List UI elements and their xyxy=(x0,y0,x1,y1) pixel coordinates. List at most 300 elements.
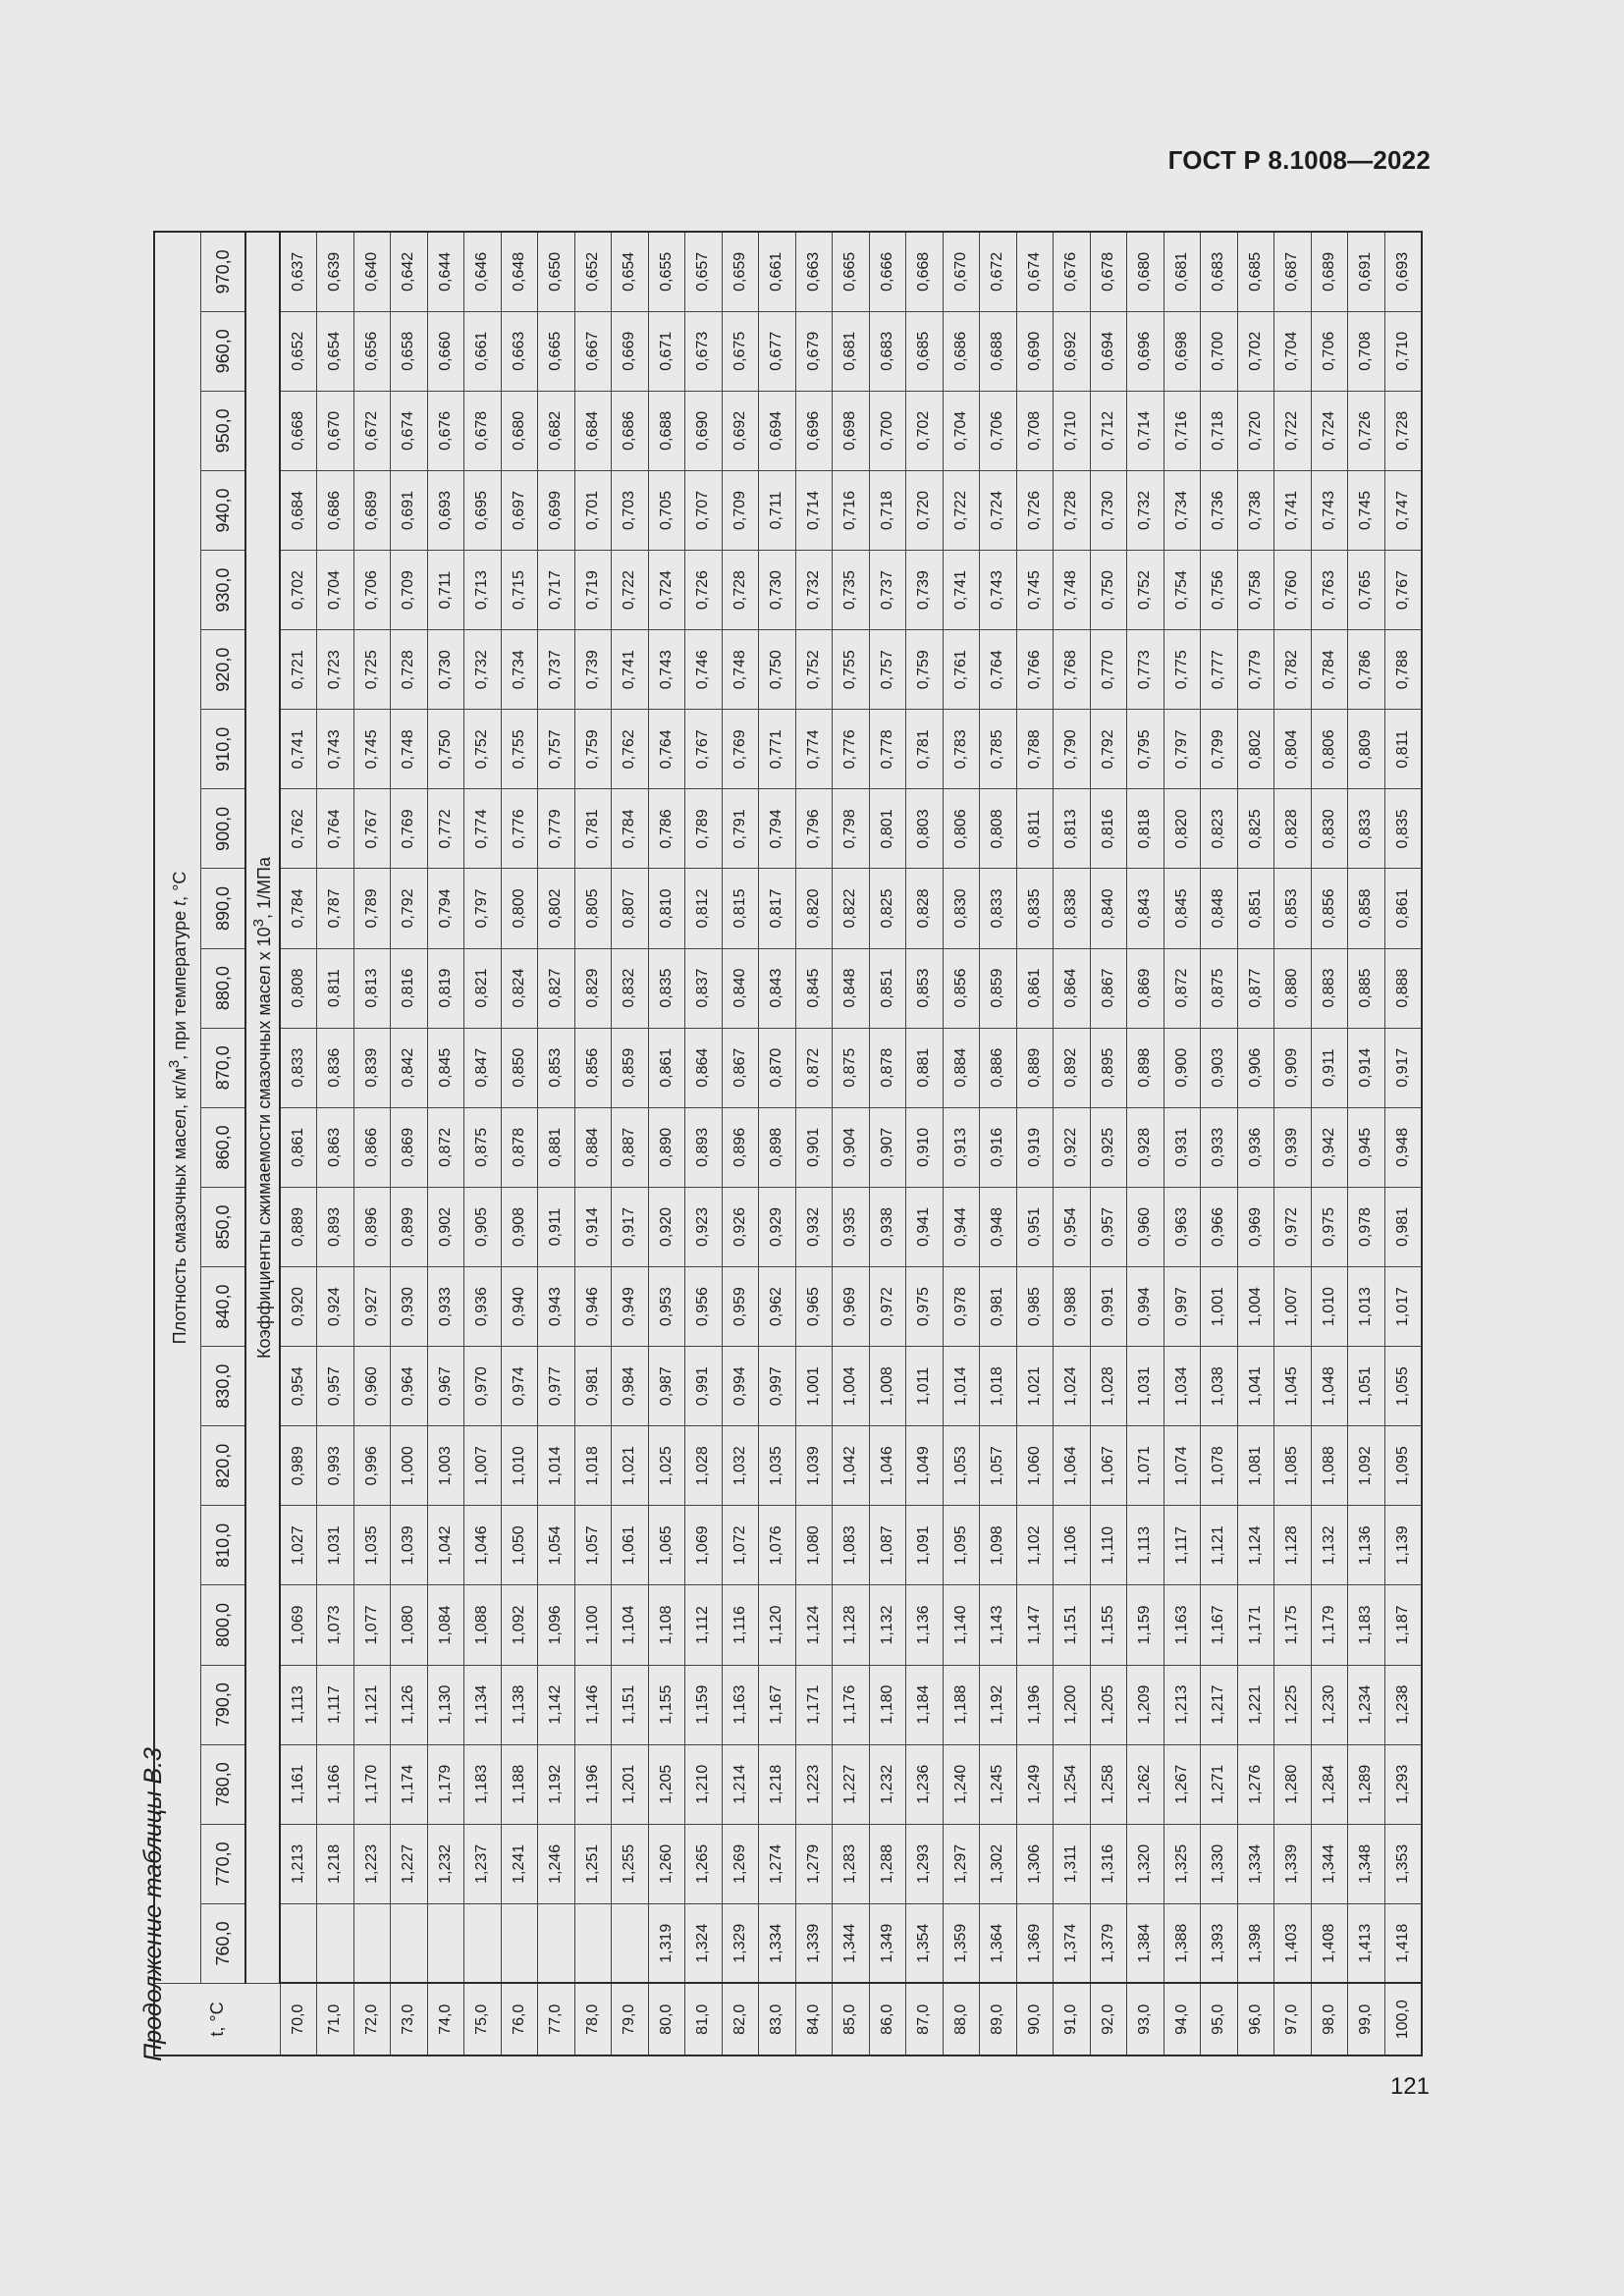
coefficient-cell: 0,803 xyxy=(906,789,944,869)
coefficient-cell: 1,265 xyxy=(685,1824,723,1903)
coefficient-cell: 0,783 xyxy=(943,710,980,789)
coefficient-cell: 0,708 xyxy=(1016,391,1054,470)
coefficient-cell: 1,116 xyxy=(722,1585,759,1665)
coefficient-cell: 0,809 xyxy=(1348,710,1385,789)
coefficient-cell: 1,403 xyxy=(1274,1903,1312,1983)
coefficient-cell: 1,246 xyxy=(538,1824,575,1903)
coefficient-cell: 1,353 xyxy=(1384,1824,1422,1903)
coefficient-cell: 0,817 xyxy=(759,869,796,948)
coefficient-cell: 1,192 xyxy=(538,1744,575,1824)
coefficient-cell: 0,791 xyxy=(722,789,759,869)
table-row xyxy=(1164,232,1201,2056)
coefficient-cell: 1,081 xyxy=(1237,1426,1274,1506)
coefficient-cell: 0,881 xyxy=(538,1107,575,1187)
table-row xyxy=(833,232,870,2056)
coefficient-cell: 0,711 xyxy=(759,470,796,550)
coefficient-cell: 0,799 xyxy=(1201,710,1238,789)
density-group-title xyxy=(154,232,201,1984)
coefficient-cell xyxy=(391,1903,428,1983)
coefficient-cell: 0,931 xyxy=(1164,1107,1201,1187)
coefficient-cell: 0,703 xyxy=(612,470,649,550)
coefficients-subtitle xyxy=(245,232,280,1984)
coefficient-cell: 0,899 xyxy=(391,1187,428,1266)
coefficient-cell: 0,975 xyxy=(1311,1187,1348,1266)
coefficient-cell: 1,102 xyxy=(1016,1506,1054,1585)
coefficient-cell: 1,284 xyxy=(1311,1744,1348,1824)
temperature-cell: 79,0 xyxy=(612,1984,649,2056)
coefficient-cell: 0,702 xyxy=(280,551,317,630)
coefficient-cell: 1,374 xyxy=(1054,1903,1091,1983)
coefficient-cell: 0,717 xyxy=(538,551,575,630)
coefficient-cell: 1,067 xyxy=(1090,1426,1127,1506)
coefficient-cell: 0,917 xyxy=(612,1187,649,1266)
coefficient-cell: 0,802 xyxy=(1237,710,1274,789)
coefficient-cell: 1,013 xyxy=(1348,1267,1385,1347)
coefficient-cell: 0,724 xyxy=(1311,391,1348,470)
coefficient-cell: 1,151 xyxy=(1054,1585,1091,1665)
coefficient-cell: 1,271 xyxy=(1201,1744,1238,1824)
coefficient-cell: 0,902 xyxy=(427,1187,464,1266)
coefficient-cell: 0,914 xyxy=(1348,1028,1385,1107)
coefficient-cell: 0,672 xyxy=(353,391,391,470)
coefficient-cell: 0,845 xyxy=(795,948,833,1028)
coefficient-cell: 0,848 xyxy=(833,948,870,1028)
coefficient-cell: 0,718 xyxy=(1201,391,1238,470)
coefficient-cell: 0,835 xyxy=(1384,789,1422,869)
coefficient-cell: 0,933 xyxy=(1201,1107,1238,1187)
coefficient-cell: 1,053 xyxy=(943,1426,980,1506)
coefficient-cell: 0,858 xyxy=(1348,869,1385,948)
table-row xyxy=(317,232,354,2056)
coefficient-cell: 0,957 xyxy=(317,1347,354,1426)
coefficient-cell: 1,095 xyxy=(943,1506,980,1585)
coefficient-cell: 1,061 xyxy=(612,1506,649,1585)
coefficient-cell: 0,880 xyxy=(1274,948,1312,1028)
coefficient-cell: 1,055 xyxy=(1384,1347,1422,1426)
coefficient-cell xyxy=(280,1903,317,1983)
coefficient-cell: 0,816 xyxy=(1090,789,1127,869)
coefficient-cell: 1,254 xyxy=(1054,1744,1091,1824)
coefficient-cell: 0,872 xyxy=(1164,948,1201,1028)
coefficient-cell: 0,933 xyxy=(427,1267,464,1347)
coefficient-cell: 0,759 xyxy=(906,630,944,710)
coefficient-cell: 1,021 xyxy=(612,1426,649,1506)
coefficient-cell: 0,748 xyxy=(1054,551,1091,630)
coefficient-cell: 0,966 xyxy=(1201,1187,1238,1266)
table-row xyxy=(280,232,317,2056)
coefficient-cell: 0,948 xyxy=(980,1187,1017,1266)
coefficient-cell: 0,964 xyxy=(391,1347,428,1426)
coefficient-cell: 0,936 xyxy=(464,1267,502,1347)
coefficient-cell: 1,218 xyxy=(317,1824,354,1903)
coefficient-cell: 0,677 xyxy=(759,311,796,391)
coefficient-cell: 1,245 xyxy=(980,1744,1017,1824)
coefficient-cell: 0,830 xyxy=(943,869,980,948)
coefficient-cell: 1,339 xyxy=(1274,1824,1312,1903)
coefficient-cell: 0,732 xyxy=(795,551,833,630)
coefficient-cell: 0,665 xyxy=(538,311,575,391)
coefficient-cell: 0,884 xyxy=(574,1107,612,1187)
coefficient-cell: 1,324 xyxy=(685,1903,723,1983)
coefficient-cell: 0,864 xyxy=(685,1028,723,1107)
coefficient-cell: 0,767 xyxy=(685,710,723,789)
coefficient-cell: 1,147 xyxy=(1016,1585,1054,1665)
coefficient-cell: 0,752 xyxy=(795,630,833,710)
coefficient-cell: 0,863 xyxy=(317,1107,354,1187)
coefficient-cell: 0,823 xyxy=(1201,789,1238,869)
coefficient-cell: 0,672 xyxy=(980,232,1017,311)
coefficient-cell: 1,192 xyxy=(980,1665,1017,1744)
coefficient-cell: 0,825 xyxy=(1237,789,1274,869)
coefficient-cell: 0,689 xyxy=(353,470,391,550)
coefficient-cell: 1,128 xyxy=(833,1585,870,1665)
coefficient-cell: 0,743 xyxy=(1311,470,1348,550)
coefficient-cell: 0,702 xyxy=(1237,311,1274,391)
coefficient-cell: 0,686 xyxy=(612,391,649,470)
coefficient-cell: 0,734 xyxy=(501,630,538,710)
coefficient-cell: 0,730 xyxy=(1090,470,1127,550)
coefficient-cell: 0,811 xyxy=(317,948,354,1028)
coefficient-cell: 0,883 xyxy=(1311,948,1348,1028)
coefficient-cell: 0,775 xyxy=(1164,630,1201,710)
coefficient-cell: 1,223 xyxy=(353,1824,391,1903)
coefficient-cell: 1,106 xyxy=(1054,1506,1091,1585)
coefficient-cell: 1,080 xyxy=(795,1506,833,1585)
coefficient-cell: 1,083 xyxy=(833,1506,870,1585)
coefficient-cell: 0,728 xyxy=(722,551,759,630)
coefficient-cell: 0,722 xyxy=(612,551,649,630)
coefficient-cell: 0,682 xyxy=(538,391,575,470)
coefficient-cell: 0,812 xyxy=(685,869,723,948)
coefficient-cell: 0,696 xyxy=(795,391,833,470)
coefficient-cell: 0,671 xyxy=(648,311,685,391)
coefficient-cell: 1,225 xyxy=(1274,1665,1312,1744)
coefficient-cell: 0,898 xyxy=(1127,1028,1164,1107)
coefficient-cell: 0,920 xyxy=(280,1267,317,1347)
density-header-cell: 780,0 xyxy=(201,1744,246,1824)
coefficient-cell: 0,861 xyxy=(1016,948,1054,1028)
coefficient-cell: 1,048 xyxy=(1311,1347,1348,1426)
coefficient-cell: 0,704 xyxy=(1274,311,1312,391)
coefficient-cell: 0,972 xyxy=(869,1267,906,1347)
coefficient-cell: 0,939 xyxy=(1274,1107,1312,1187)
coefficient-cell: 0,861 xyxy=(280,1107,317,1187)
coefficient-cell: 1,334 xyxy=(1237,1824,1274,1903)
coefficient-cell: 1,179 xyxy=(427,1744,464,1824)
coefficient-cell: 0,728 xyxy=(1054,470,1091,550)
coefficient-cell: 0,714 xyxy=(795,470,833,550)
coefficient-cell: 0,946 xyxy=(574,1267,612,1347)
coefficient-cell: 0,794 xyxy=(759,789,796,869)
coefficient-cell: 0,661 xyxy=(759,232,796,311)
coefficient-cell: 0,917 xyxy=(1384,1028,1422,1107)
temperature-cell: 92,0 xyxy=(1090,1984,1127,2056)
coefficient-cell: 1,293 xyxy=(906,1824,944,1903)
coefficient-cell xyxy=(353,1903,391,1983)
coefficient-cell: 0,943 xyxy=(538,1267,575,1347)
coefficient-cell: 0,680 xyxy=(1127,232,1164,311)
temperature-cell: 74,0 xyxy=(427,1984,464,2056)
table-row xyxy=(391,232,428,2056)
coefficient-cell: 1,223 xyxy=(795,1744,833,1824)
coefficient-cell: 0,987 xyxy=(648,1347,685,1426)
coefficient-cell: 0,981 xyxy=(574,1347,612,1426)
coefficient-cell: 1,251 xyxy=(574,1824,612,1903)
coefficient-cell: 1,163 xyxy=(1164,1585,1201,1665)
coefficient-cell: 1,214 xyxy=(722,1744,759,1824)
coefficient-cell: 0,798 xyxy=(833,789,870,869)
density-header-cell: 830,0 xyxy=(201,1347,246,1426)
temperature-cell: 81,0 xyxy=(685,1984,723,2056)
coefficient-cell: 1,297 xyxy=(943,1824,980,1903)
coefficient-cell: 0,850 xyxy=(501,1028,538,1107)
coefficient-cell: 1,003 xyxy=(427,1426,464,1506)
coefficient-cell: 0,666 xyxy=(869,232,906,311)
coefficient-cell: 1,046 xyxy=(869,1426,906,1506)
coefficient-cell: 0,908 xyxy=(501,1187,538,1266)
coefficient-cell xyxy=(538,1903,575,1983)
temperature-cell: 87,0 xyxy=(906,1984,944,2056)
coefficient-cell: 1,151 xyxy=(612,1665,649,1744)
coefficient-cell: 1,038 xyxy=(1201,1347,1238,1426)
coefficient-cell: 0,996 xyxy=(353,1426,391,1506)
coefficient-cell: 1,388 xyxy=(1164,1903,1201,1983)
coefficient-cell: 0,763 xyxy=(1311,551,1348,630)
coefficient-cell: 0,965 xyxy=(795,1267,833,1347)
coefficient-cell: 0,819 xyxy=(427,948,464,1028)
coefficient-cell: 0,692 xyxy=(1054,311,1091,391)
coefficient-cell: 0,743 xyxy=(980,551,1017,630)
coefficient-cell: 0,981 xyxy=(980,1267,1017,1347)
coefficient-cell: 1,159 xyxy=(1127,1585,1164,1665)
coefficient-cell: 1,267 xyxy=(1164,1744,1201,1824)
coefficient-cell: 1,046 xyxy=(464,1506,502,1585)
coefficient-cell: 0,935 xyxy=(833,1187,870,1266)
coefficient-cell: 0,789 xyxy=(353,869,391,948)
coefficient-cell: 0,845 xyxy=(1164,869,1201,948)
coefficient-cell: 0,818 xyxy=(1127,789,1164,869)
coefficient-cell: 0,690 xyxy=(1016,311,1054,391)
coefficient-cell: 0,837 xyxy=(685,948,723,1028)
coefficient-cell: 0,737 xyxy=(869,551,906,630)
coefficient-cell: 1,034 xyxy=(1164,1347,1201,1426)
coefficient-cell: 1,136 xyxy=(906,1585,944,1665)
coefficient-cell: 1,155 xyxy=(648,1665,685,1744)
coefficient-cell: 0,687 xyxy=(1274,232,1312,311)
coefficient-cell: 0,732 xyxy=(464,630,502,710)
density-header-cell: 800,0 xyxy=(201,1585,246,1665)
coefficient-cell: 0,639 xyxy=(317,232,354,311)
coefficient-cell: 1,084 xyxy=(427,1585,464,1665)
temperature-cell: 91,0 xyxy=(1054,1984,1091,2056)
coefficient-cell: 0,797 xyxy=(1164,710,1201,789)
coefficient-cell: 0,822 xyxy=(833,869,870,948)
temperature-cell: 78,0 xyxy=(574,1984,612,2056)
coefficient-cell: 0,888 xyxy=(1384,948,1422,1028)
coefficient-cell: 1,167 xyxy=(1201,1585,1238,1665)
coefficient-cell: 1,418 xyxy=(1384,1903,1422,1983)
coefficient-cell: 0,728 xyxy=(391,630,428,710)
table-row xyxy=(574,232,612,2056)
coefficient-cell: 0,801 xyxy=(869,789,906,869)
coefficient-cell: 0,712 xyxy=(1090,391,1127,470)
coefficient-cell: 0,741 xyxy=(943,551,980,630)
coefficient-cell: 1,064 xyxy=(1054,1426,1091,1506)
coefficient-cell: 0,686 xyxy=(943,311,980,391)
coefficient-cell: 0,658 xyxy=(391,311,428,391)
coefficient-cell: 1,184 xyxy=(906,1665,944,1744)
coefficient-cell: 1,110 xyxy=(1090,1506,1127,1585)
coefficient-cell: 0,784 xyxy=(1311,630,1348,710)
density-header-cell: 770,0 xyxy=(201,1824,246,1903)
coefficient-cell: 0,975 xyxy=(906,1267,944,1347)
coefficient-cell: 0,684 xyxy=(280,470,317,550)
coefficient-cell: 1,209 xyxy=(1127,1665,1164,1744)
coefficient-cell: 0,806 xyxy=(943,789,980,869)
coefficient-cell: 1,241 xyxy=(501,1824,538,1903)
coefficient-cell: 0,688 xyxy=(980,311,1017,391)
coefficient-cell: 0,693 xyxy=(427,470,464,550)
coefficient-cell: 1,316 xyxy=(1090,1824,1127,1903)
coefficient-cell: 1,138 xyxy=(501,1665,538,1744)
coefficient-cell: 0,893 xyxy=(685,1107,723,1187)
coefficient-cell: 0,875 xyxy=(1201,948,1238,1028)
coefficient-cell: 0,786 xyxy=(648,789,685,869)
temperature-cell: 95,0 xyxy=(1201,1984,1238,2056)
coefficient-cell: 1,319 xyxy=(648,1903,685,1983)
coefficient-cell: 0,772 xyxy=(427,789,464,869)
coefficient-cell: 1,091 xyxy=(906,1506,944,1585)
coefficient-cell: 1,289 xyxy=(1348,1744,1385,1824)
coefficient-cell: 1,227 xyxy=(391,1824,428,1903)
coefficient-cell: 0,711 xyxy=(427,551,464,630)
rotated-table-container xyxy=(153,231,1430,2056)
coefficient-cell: 1,293 xyxy=(1384,1744,1422,1824)
coefficient-cell: 1,088 xyxy=(1311,1426,1348,1506)
coefficient-cell: 1,408 xyxy=(1311,1903,1348,1983)
coefficient-cell: 1,379 xyxy=(1090,1903,1127,1983)
coefficient-cell: 1,179 xyxy=(1311,1585,1348,1665)
coefficient-cell: 0,722 xyxy=(1274,391,1312,470)
coefficient-cell: 0,681 xyxy=(833,311,870,391)
coefficient-cell: 0,861 xyxy=(648,1028,685,1107)
coefficient-cell: 0,667 xyxy=(574,311,612,391)
temperature-cell: 75,0 xyxy=(464,1984,502,2056)
temperature-column-header: t, °C xyxy=(154,1984,280,2056)
table-row xyxy=(722,232,759,2056)
coefficient-cell: 0,945 xyxy=(1348,1107,1385,1187)
coefficient-cell: 0,663 xyxy=(795,232,833,311)
coefficient-cell: 0,792 xyxy=(1090,710,1127,789)
coefficient-cell: 0,833 xyxy=(280,1028,317,1107)
coefficient-cell: 1,031 xyxy=(1127,1347,1164,1426)
coefficient-cell: 0,827 xyxy=(538,948,575,1028)
coefficient-cell: 0,747 xyxy=(1384,470,1422,550)
coefficient-cell: 1,104 xyxy=(612,1585,649,1665)
coefficient-cell: 0,646 xyxy=(464,232,502,311)
coefficient-cell: 1,078 xyxy=(1201,1426,1238,1506)
coefficient-cell: 0,765 xyxy=(1348,551,1385,630)
coefficient-cell: 0,870 xyxy=(759,1028,796,1107)
temperature-cell: 96,0 xyxy=(1237,1984,1274,2056)
temperature-cell: 94,0 xyxy=(1164,1984,1201,2056)
coefficient-cell: 1,139 xyxy=(1384,1506,1422,1585)
coefficient-cell: 1,057 xyxy=(574,1506,612,1585)
coefficient-cell: 0,724 xyxy=(648,551,685,630)
coefficient-cell: 0,808 xyxy=(280,948,317,1028)
coefficient-cell: 0,867 xyxy=(1090,948,1127,1028)
table-row xyxy=(906,232,944,2056)
coefficient-cell: 1,393 xyxy=(1201,1903,1238,1983)
coefficient-cell: 1,112 xyxy=(685,1585,723,1665)
coefficient-cell: 1,042 xyxy=(427,1506,464,1585)
coefficient-cell: 0,788 xyxy=(1384,630,1422,710)
coefficient-cell: 1,348 xyxy=(1348,1824,1385,1903)
coefficient-cell: 0,956 xyxy=(685,1267,723,1347)
table-row xyxy=(943,232,980,2056)
coefficient-cell: 0,739 xyxy=(906,551,944,630)
table-row xyxy=(464,232,502,2056)
group-title-part: Коэффициенты сжимаемости смазочных масел х 10 xyxy=(254,927,274,1359)
coefficient-cell: 0,972 xyxy=(1274,1187,1312,1266)
coefficient-cell: 0,702 xyxy=(906,391,944,470)
coefficient-cell: 0,922 xyxy=(1054,1107,1091,1187)
coefficient-cell: 0,675 xyxy=(722,311,759,391)
coefficient-cell: 0,650 xyxy=(538,232,575,311)
coefficient-cell: 0,985 xyxy=(1016,1267,1054,1347)
table-row xyxy=(1384,232,1422,2056)
coefficient-cell: 0,960 xyxy=(353,1347,391,1426)
coefficient-cell: 0,688 xyxy=(648,391,685,470)
table-row xyxy=(1237,232,1274,2056)
density-header-cell: 890,0 xyxy=(201,869,246,948)
coefficient-cell: 0,710 xyxy=(1384,311,1422,391)
table-row xyxy=(759,232,796,2056)
coefficient-cell: 0,988 xyxy=(1054,1267,1091,1347)
coefficient-cell xyxy=(501,1903,538,1983)
coefficient-cell: 1,124 xyxy=(795,1585,833,1665)
coefficient-cell: 1,028 xyxy=(1090,1347,1127,1426)
density-header-cell: 960,0 xyxy=(201,311,246,391)
coefficient-cell: 1,001 xyxy=(1201,1267,1238,1347)
coefficient-cell: 0,820 xyxy=(1164,789,1201,869)
table-row xyxy=(538,232,575,2056)
coefficient-cell: 0,754 xyxy=(1164,551,1201,630)
temperature-cell: 100,0 xyxy=(1384,1984,1422,2056)
coefficient-cell: 0,770 xyxy=(1090,630,1127,710)
coefficient-cell: 0,911 xyxy=(1311,1028,1348,1107)
coefficient-cell: 1,180 xyxy=(869,1665,906,1744)
coefficient-cell: 1,010 xyxy=(1311,1267,1348,1347)
coefficient-cell: 0,689 xyxy=(1311,232,1348,311)
temperature-cell: 89,0 xyxy=(980,1984,1017,2056)
coefficient-cell: 0,839 xyxy=(353,1028,391,1107)
table-row xyxy=(1054,232,1091,2056)
coefficient-cell: 1,045 xyxy=(1274,1347,1312,1426)
coefficient-cell: 1,183 xyxy=(1348,1585,1385,1665)
coefficient-cell: 0,816 xyxy=(391,948,428,1028)
coefficient-cell: 0,810 xyxy=(648,869,685,948)
coefficient-cell: 0,800 xyxy=(501,869,538,948)
coefficient-cell: 0,903 xyxy=(1201,1028,1238,1107)
coefficient-cell: 0,726 xyxy=(685,551,723,630)
coefficient-cell: 0,784 xyxy=(280,869,317,948)
density-header-cell: 790,0 xyxy=(201,1665,246,1744)
coefficient-cell: 1,217 xyxy=(1201,1665,1238,1744)
group-title-part: , при температуре xyxy=(169,905,189,1060)
coefficient-cell: 1,042 xyxy=(833,1426,870,1506)
coefficient-cell: 1,349 xyxy=(869,1903,906,1983)
